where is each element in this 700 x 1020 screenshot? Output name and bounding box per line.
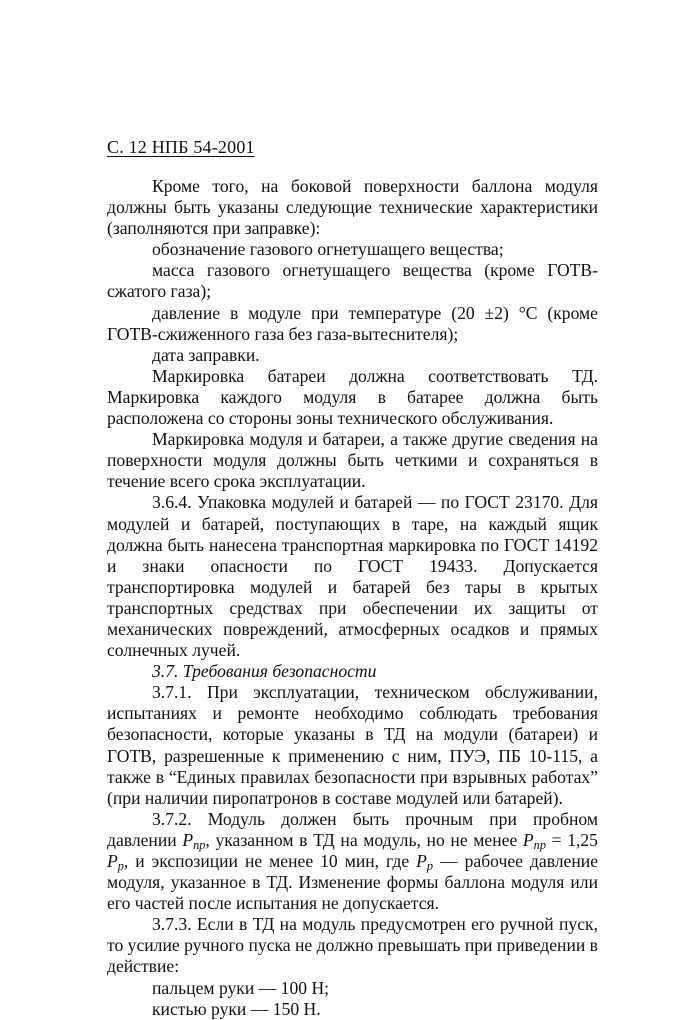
text-fragment: , и экспозиции не менее 10 мин, где [123,851,417,871]
list-item-pressure: давление в модуле при температуре (20 ±2) °С (кроме ГОТВ-сжиженного газа без газа-вытеснителя); [107,302,598,344]
subscript: р [426,859,434,873]
section-heading-3-7 [107,661,598,682]
var-p: Р [522,829,534,850]
paragraph-3-6-4-packaging: 3.6.4. Упаковка модулей и батарей — по ГОСТ 23170. Для модулей и батарей, поступающих в таре, на каждый ящик должна быть нанесена транспортная маркировка по ГОСТ 14192 и знаки опасности по ГОСТ 19433. Допускается транспортировка модулей и батарей без тары в крытых транспортных средствах при обеспечении их защиты от механических повреждений, атмосферных осадков и прямых солнечных лучей. [107,492,598,661]
paragraph-marking-intro: Кроме того, на боковой поверхности баллона модуля должны быть указаны следующие технические характеристики (заполняются при заправке): [107,176,598,239]
list-item-finger-force: пальцем руки — 100 Н; [152,977,330,998]
section-heading-text: 3.7. Требования безопасности [152,661,377,682]
text-fragment: = 1,25 [545,829,598,850]
paragraph-3-7-3-manual-start: 3.7.3. Если в ТД на модуль предусмотрен его ручной пуск, то усилие ручного пуска не должно превышать при приведении в действие: [107,914,598,977]
var-p: Р [182,829,194,850]
list-item-agent-mass: масса газового огнетушащего вещества (кроме ГОТВ-сжатого газа); [107,260,598,302]
paragraph-3-7-2-strength [107,809,598,914]
list-item-hand-force: кистью руки — 150 Н. [152,998,321,1019]
subscript: пр [533,837,546,852]
text-fragment: 3.7.2. Модуль должен быть прочным при пробном давлении [107,808,598,850]
paragraph-3-7-1-safety: 3.7.1. При эксплуатации, техническом обслуживании, испытаниях и ремонте необходимо соблюдать требования безопасности, которые указаны в ТД на модули (батареи) и ГОТВ, разрешенные к применению с ним, ПУЭ, ПБ 10-115, а также в “Единых правилах безопасности при взрывных работах” (при наличии пиропатронов в составе модулей или батарей). [107,682,598,808]
page-header: С. 12 НПБ 54-2001 [107,137,255,157]
page-body [107,176,598,1020]
paragraph-marking-durability: Маркировка модуля и батареи, а также другие сведения на поверхности модуля должны быть четкими и сохраняться в течение всего срока эксплуатации. [107,429,598,492]
subscript: пр [193,837,206,852]
list-item-agent-designation: обозначение газового огнетушащего вещества; [152,239,504,260]
text-fragment: — рабочее давление модуля, указанное в ТД. Изменение формы баллона модуля или его частей после испытания не допускается. [107,851,598,914]
subscript: р [117,859,124,873]
text-fragment: , указанном в ТД на модуль, но не менее [205,829,523,850]
list-item-fill-date: дата заправки. [152,344,260,365]
var-p: Р [416,851,427,871]
var-p: Р [107,851,118,871]
paragraph-battery-marking: Маркировка батареи должна соответствовать ТД. Маркировка каждого модуля в батарее должна быть расположена со стороны зоны технического обслуживания. [107,365,598,429]
